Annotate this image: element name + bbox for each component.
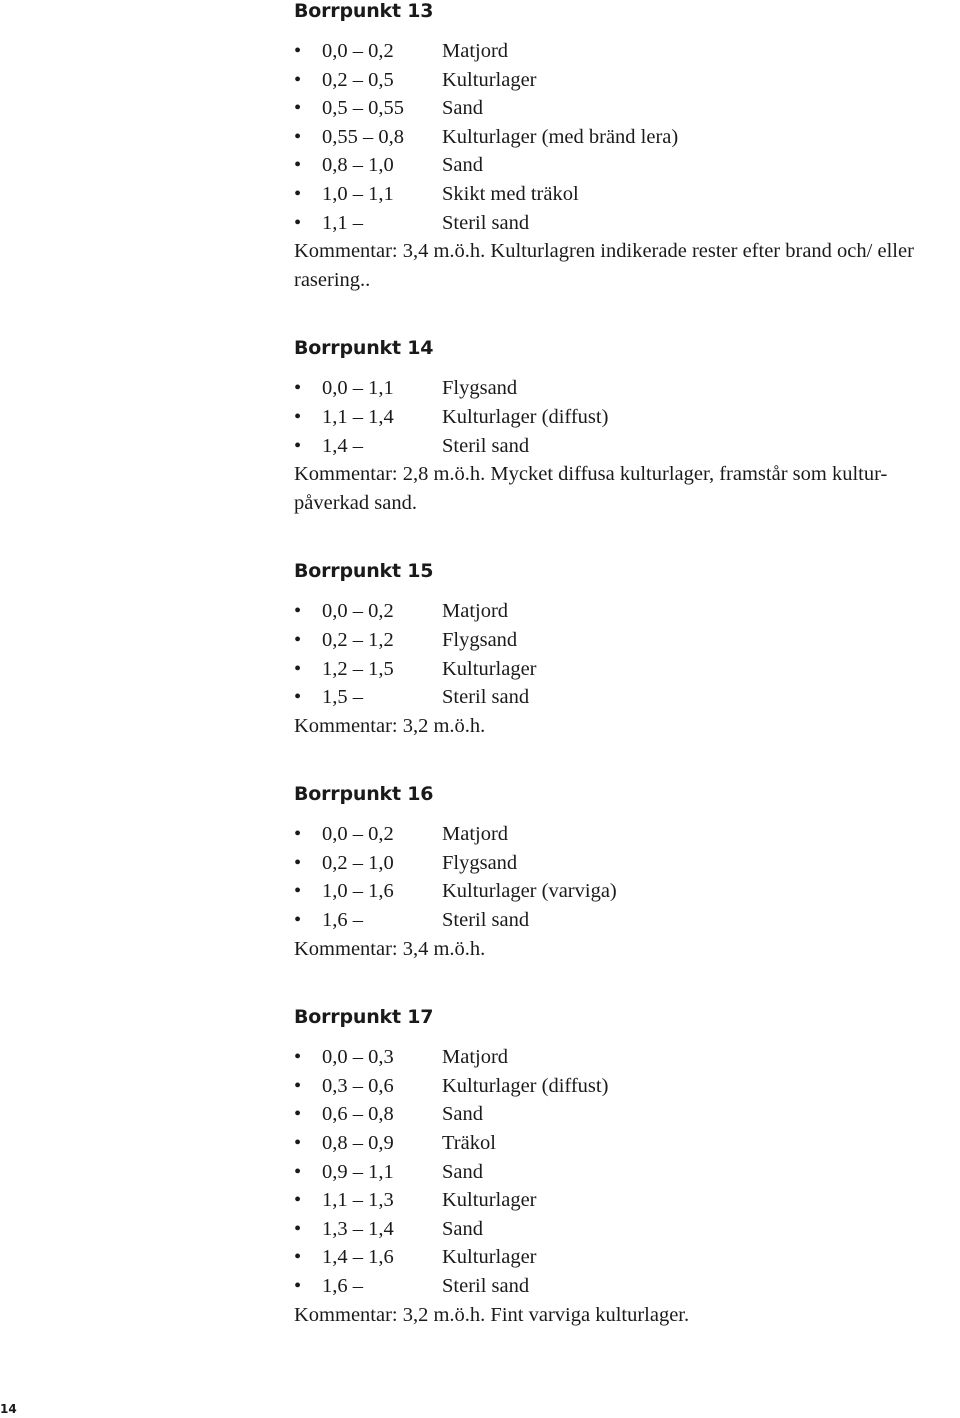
bullet-icon: • <box>294 1160 302 1183</box>
layer-description: Kulturlager <box>442 657 537 680</box>
layer-description: Sand <box>442 1103 483 1126</box>
depth-range: 0,3 – 0,6 <box>322 1074 394 1097</box>
layer-item <box>294 432 960 461</box>
layer-description: Flygsand <box>442 851 518 874</box>
comment-text: Kommentar: 3,2 m.ö.h. <box>294 714 486 737</box>
bullet-icon: • <box>294 851 302 874</box>
section-heading: Borrpunkt 17 <box>294 1006 434 1029</box>
layer-item <box>294 37 960 66</box>
layer-description: Sand <box>442 154 483 177</box>
depth-range: 0,5 – 0,55 <box>322 97 404 120</box>
bullet-icon: • <box>294 68 302 91</box>
section-heading: Borrpunkt 14 <box>294 337 434 360</box>
layer-item <box>294 123 960 152</box>
layer-description: Matjord <box>442 1046 509 1069</box>
layer-item <box>294 626 960 655</box>
depth-range: 0,0 – 0,2 <box>322 40 394 62</box>
depth-range: 0,6 – 0,8 <box>322 1103 394 1126</box>
bullet-icon: • <box>294 154 302 177</box>
layer-description: Träkol <box>442 1132 496 1155</box>
bullet-icon: • <box>294 1246 302 1269</box>
layer-item <box>294 1129 960 1158</box>
bullet-icon: • <box>294 909 302 932</box>
bullet-icon: • <box>294 1074 302 1097</box>
bullet-icon: • <box>294 125 302 148</box>
bullet-icon: • <box>294 686 302 709</box>
depth-range: 1,5 – <box>322 686 363 709</box>
depth-range: 0,2 – 1,2 <box>322 628 394 651</box>
layer-item <box>294 1243 960 1272</box>
bullet-icon: • <box>294 1132 302 1155</box>
depth-range: 0,55 – 0,8 <box>322 125 404 148</box>
depth-range: 1,3 – 1,4 <box>322 1217 394 1240</box>
layer-item <box>294 151 960 180</box>
layer-list <box>294 1043 960 1300</box>
bullet-icon: • <box>294 377 302 400</box>
layer-item <box>294 1100 960 1129</box>
layer-item <box>294 1215 960 1244</box>
layer-description: Steril sand <box>442 1275 530 1297</box>
layer-description: Kulturlager (med bränd lera) <box>442 125 679 148</box>
section-heading: Borrpunkt 15 <box>294 560 434 583</box>
bullet-icon: • <box>294 600 302 623</box>
layer-description: Kulturlager (diffust) <box>442 405 609 428</box>
layer-item <box>294 1272 960 1301</box>
bullet-icon: • <box>294 40 302 62</box>
borrpunkt-15-section <box>294 517 960 740</box>
layer-description: Skikt med träkol <box>442 182 579 205</box>
bullet-icon: • <box>294 97 302 120</box>
layer-list <box>294 597 960 711</box>
layer-item <box>294 374 960 403</box>
depth-range: 1,1 – 1,4 <box>322 405 394 428</box>
layer-item <box>294 1072 960 1101</box>
bullet-icon: • <box>294 823 302 846</box>
layer-description: Kulturlager (diffust) <box>442 1074 609 1097</box>
layer-description: Flygsand <box>442 628 518 651</box>
bullet-icon: • <box>294 1275 302 1297</box>
layer-item <box>294 906 960 935</box>
comment-text: Kommentar: 3,4 m.ö.h. Kulturlagren indikerade rester efter brand och/ eller rasering.. <box>294 240 914 291</box>
comment-text: Kommentar: 3,4 m.ö.h. <box>294 937 486 960</box>
layer-description: Sand <box>442 1160 483 1183</box>
layer-list <box>294 37 960 237</box>
layer-item <box>294 1186 960 1215</box>
layer-description: Steril sand <box>442 434 530 457</box>
layer-description: Kulturlager <box>442 1246 537 1269</box>
depth-range: 0,0 – 0,2 <box>322 823 394 846</box>
borrpunkt-17-section <box>294 963 960 1329</box>
depth-range: 0,8 – 1,0 <box>322 154 394 177</box>
layer-item <box>294 209 960 238</box>
section-heading: Borrpunkt 16 <box>294 783 434 806</box>
bullet-icon: • <box>294 405 302 428</box>
depth-range: 0,8 – 0,9 <box>322 1132 394 1155</box>
layer-item <box>294 66 960 95</box>
layer-description: Kulturlager <box>442 1189 537 1212</box>
document-body <box>294 0 960 1329</box>
bullet-icon: • <box>294 434 302 457</box>
depth-range: 1,4 – 1,6 <box>322 1246 394 1269</box>
bullet-icon: • <box>294 1189 302 1212</box>
depth-range: 1,6 – <box>322 909 363 932</box>
depth-range: 1,0 – 1,1 <box>322 182 394 205</box>
bullet-icon: • <box>294 1103 302 1126</box>
bullet-icon: • <box>294 628 302 651</box>
layer-description: Sand <box>442 1217 483 1240</box>
borrpunkt-13-section <box>294 0 960 294</box>
layer-item <box>294 849 960 878</box>
depth-range: 1,0 – 1,6 <box>322 880 394 903</box>
comment-text: Kommentar: 3,2 m.ö.h. Fint varviga kulturlager. <box>294 1303 690 1326</box>
layer-description: Sand <box>442 97 483 120</box>
layer-item <box>294 1043 960 1072</box>
layer-list <box>294 374 960 460</box>
depth-range: 1,1 – <box>322 211 363 234</box>
comment-text: Kommentar: 2,8 m.ö.h. Mycket diffusa kulturlager, framstår som kultur-påverkad sand. <box>294 463 888 514</box>
borrpunkt-14-section <box>294 294 960 517</box>
bullet-icon: • <box>294 1046 302 1069</box>
layer-description: Matjord <box>442 40 509 62</box>
borrpunkt-16-section <box>294 740 960 963</box>
layer-item <box>294 180 960 209</box>
layer-description: Kulturlager (varviga) <box>442 880 617 903</box>
depth-range: 0,0 – 1,1 <box>322 377 394 400</box>
layer-item <box>294 94 960 123</box>
layer-description: Flygsand <box>442 377 518 400</box>
depth-range: 1,4 – <box>322 434 363 457</box>
layer-item <box>294 655 960 684</box>
layer-description: Steril sand <box>442 686 530 709</box>
bullet-icon: • <box>294 211 302 234</box>
depth-range: 0,2 – 1,0 <box>322 851 394 874</box>
depth-range: 0,2 – 0,5 <box>322 68 394 91</box>
layer-item <box>294 877 960 906</box>
depth-range: 1,2 – 1,5 <box>322 657 394 680</box>
layer-item <box>294 820 960 849</box>
depth-range: 0,9 – 1,1 <box>322 1160 394 1183</box>
bullet-icon: • <box>294 880 302 903</box>
depth-range: 1,1 – 1,3 <box>322 1189 394 1212</box>
layer-description: Steril sand <box>442 211 530 234</box>
layer-item <box>294 683 960 712</box>
bullet-icon: • <box>294 657 302 680</box>
layer-description: Matjord <box>442 823 509 846</box>
layer-description: Matjord <box>442 600 509 623</box>
bullet-icon: • <box>294 182 302 205</box>
bullet-icon: • <box>294 1217 302 1240</box>
section-heading: Borrpunkt 13 <box>294 0 434 22</box>
layer-list <box>294 820 960 934</box>
layer-item <box>294 403 960 432</box>
depth-range: 0,0 – 0,3 <box>322 1046 394 1069</box>
depth-range: 0,0 – 0,2 <box>322 600 394 623</box>
layer-description: Kulturlager <box>442 68 537 91</box>
layer-item <box>294 597 960 626</box>
page-number: 14 <box>0 1402 17 1416</box>
layer-description: Steril sand <box>442 909 530 932</box>
depth-range: 1,6 – <box>322 1275 363 1297</box>
layer-item <box>294 1158 960 1187</box>
